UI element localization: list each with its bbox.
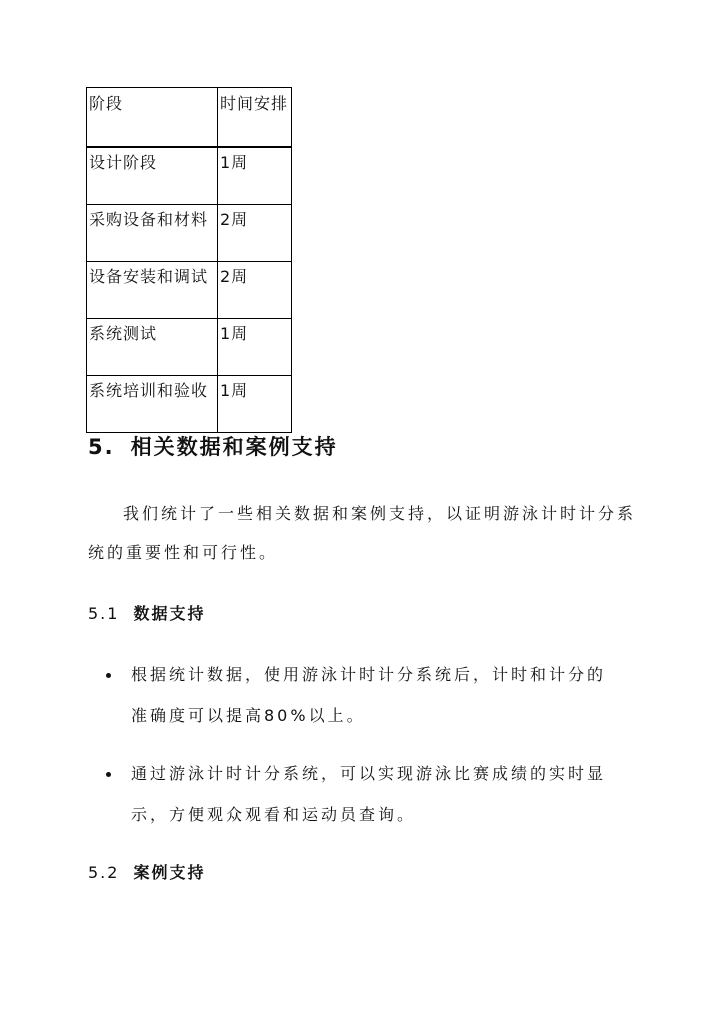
subsection-number: 5.1 [88, 604, 120, 623]
table-row [87, 319, 292, 376]
table-cell-time: 2周 [218, 205, 292, 262]
section-number: 5. [88, 435, 115, 459]
schedule-table [86, 87, 292, 433]
bullet-list [104, 654, 624, 852]
bullet-icon [106, 772, 111, 777]
list-item [104, 753, 624, 835]
table-cell-time: 1周 [218, 147, 292, 205]
table-row [87, 262, 292, 319]
subsection-title: 数据支持 [133, 604, 206, 623]
subsection-title: 案例支持 [133, 863, 206, 882]
list-item [104, 654, 624, 736]
table-row [87, 376, 292, 433]
table-row [87, 205, 292, 262]
bullet-icon [106, 673, 111, 678]
intro-paragraph: 我们统计了一些相关数据和案例支持，以证明游泳计时计分系统的重要性和可行性。 [88, 504, 637, 562]
table-cell-stage: 系统培训和验收 [87, 376, 218, 433]
table-cell-stage: 设备安装和调试 [87, 262, 218, 319]
table-header-row [87, 88, 292, 148]
table-cell-time: 1周 [218, 376, 292, 433]
list-item-text: 根据统计数据，使用游泳计时计分系统后，计时和计分的准确度可以提高80%以上。 [131, 665, 607, 725]
table-cell-stage: 设计阶段 [87, 147, 218, 205]
subsection-number: 5.2 [88, 863, 120, 882]
section-heading [88, 431, 338, 461]
table-cell-time: 2周 [218, 262, 292, 319]
subsection-heading-data [88, 601, 205, 624]
subsection-heading-cases [88, 860, 205, 883]
table-cell-time: 1周 [218, 319, 292, 376]
table-header-time: 时间安排 [218, 88, 292, 148]
table-cell-stage: 系统测试 [87, 319, 218, 376]
list-item-text: 通过游泳计时计分系统，可以实现游泳比赛成绩的实时显示，方便观众观看和运动员查询。 [131, 764, 607, 824]
table-row [87, 147, 292, 205]
section-title: 相关数据和案例支持 [130, 435, 338, 459]
table-cell-stage: 采购设备和材料 [87, 205, 218, 262]
table-header-stage: 阶段 [87, 88, 218, 148]
